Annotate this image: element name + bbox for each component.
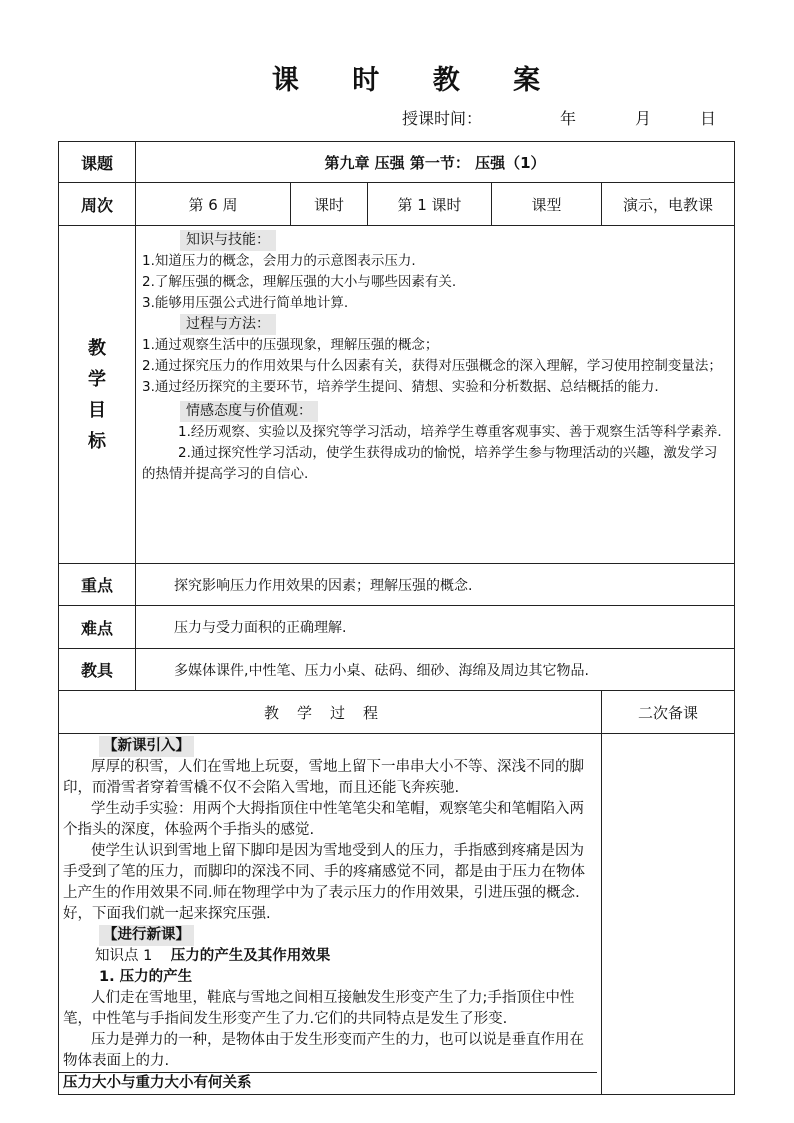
goals-label [59,226,136,564]
knowledge-point-label: 知识点 1 [95,948,153,964]
type-value: 演示，电教课 [602,183,735,226]
date-label: 授课时间： [402,109,483,128]
tools-row [59,649,735,691]
goals-content [136,226,735,564]
process-item: 1.通过观察生活中的压强现象，理解压强的概念； [142,337,439,353]
intro-paragraph: 厚厚的积雪，人们在雪地上玩耍，雪地上留下一串串大小不等、深浅不同的脚印，而滑雪者穿着雪橇不仅不会陷入雪地，而且还能飞奔疾驰. [63,759,584,796]
knowledge-item: 2.了解压强的概念，理解压强的大小与哪些因素有关. [142,274,457,290]
emotion-item: 2.通过探究性学习活动，使学生获得成功的愉悦，培养学生参与物理活动的兴趣，激发学习的热情并提高学习的自信心. [142,445,718,482]
goals-label-char-4: 标 [88,430,106,452]
week-value: 第 6 周 [136,183,291,226]
topic-label: 课题 [59,142,136,183]
period-value: 第 1 课时 [368,183,492,226]
goals-label-char-1: 教 [88,337,106,359]
tools-label: 教具 [59,649,136,691]
key-row [59,564,735,606]
topic-row [59,142,735,183]
week-row [59,183,735,226]
week-label: 周次 [59,183,136,226]
body-paragraph: 压力是弹力的一种，是物体由于发生形变而产生的力，也可以说是垂直作用在物体表面上的力. [63,1032,584,1069]
tools-value: 多媒体课件,中性笔、压力小桌、砝码、细砂、海绵及周边其它物品. [136,649,735,691]
knowledge-title: 知识与技能： [180,230,276,251]
process-header-row [59,691,735,734]
intro-paragraph: 使学生认识到雪地上留下脚印是因为雪地受到人的压力，手指感到疼痛是因为手受到了笔的压力，而脚印的深浅不同、手的疼痛感觉不同，都是由于压力在物体上产生的作用效果不同.师在物理学中为了表示压力的作用效果，引进压强的概念.好，下面我们就一起来探究压强. [63,843,585,922]
intro-paragraph: 学生动手实验：用两个大拇指顶住中性笔笔尖和笔帽，观察笔尖和笔帽陷入两个指头的深度，体验两个手指头的感觉. [63,801,584,838]
goals-label-char-3: 目 [88,399,106,421]
process-item: 2.通过探究压力的作用效果与什么因素有关，获得对压强概念的深入理解，学习使用控制变量法； [142,358,722,374]
new-lesson-tag: 【进行新课】 [99,925,194,946]
date-day: 日 [700,109,717,128]
knowledge-item: 1.知道压力的概念，会用力的示意图表示压力. [142,253,416,269]
knowledge-point-title: 压力的产生及其作用效果 [170,948,331,964]
date-year: 年 [560,109,577,128]
type-label: 课型 [492,183,602,226]
difficult-label: 难点 [59,606,136,649]
difficult-row [59,606,735,649]
notes-header: 二次备课 [602,691,735,734]
key-label: 重点 [59,564,136,606]
goals-row [59,226,735,564]
body-paragraph: 人们走在雪地里，鞋底与雪地之间相互接触发生形变产生了力;手指顶住中性笔，中性笔与手指间发生形变产生了力.它们的共同特点是发生了形变. [63,990,575,1027]
process-header: 教学过程 [59,691,602,734]
subsection-title: 1. 压力的产生 [99,969,193,985]
period-label: 课时 [291,183,368,226]
lesson-plan-table [58,141,735,1095]
process-item: 3.通过经历探究的主要环节，培养学生提问、猜想、实验和分析数据、总结概括的能力. [142,379,659,395]
key-value: 探究影响压力作用效果的因素；理解压强的概念. [136,564,735,606]
topic-value: 第九章 压强 第一节： 压强（1） [136,142,735,183]
emotion-item: 1.经历观察、实验以及探究等学习活动，培养学生尊重客观事实、善于观察生活等科学素养. [178,424,722,440]
process-title: 过程与方法： [180,314,276,335]
notes-cell[interactable] [602,734,735,1095]
page-title: 课 时 教 案 [271,65,563,96]
knowledge-item: 3.能够用压强公式进行简单地计算. [142,295,349,311]
intro-tag: 【新课引入】 [99,736,194,757]
goals-label-char-2: 学 [88,368,106,390]
process-body-row [59,734,735,1095]
emotion-title: 情感态度与价值观： [180,401,318,422]
body-question: 压力大小与重力大小有何关系 [59,1072,597,1094]
difficult-value: 压力与受力面积的正确理解. [136,606,735,649]
process-body [59,734,602,1095]
date-month: 月 [635,109,652,128]
